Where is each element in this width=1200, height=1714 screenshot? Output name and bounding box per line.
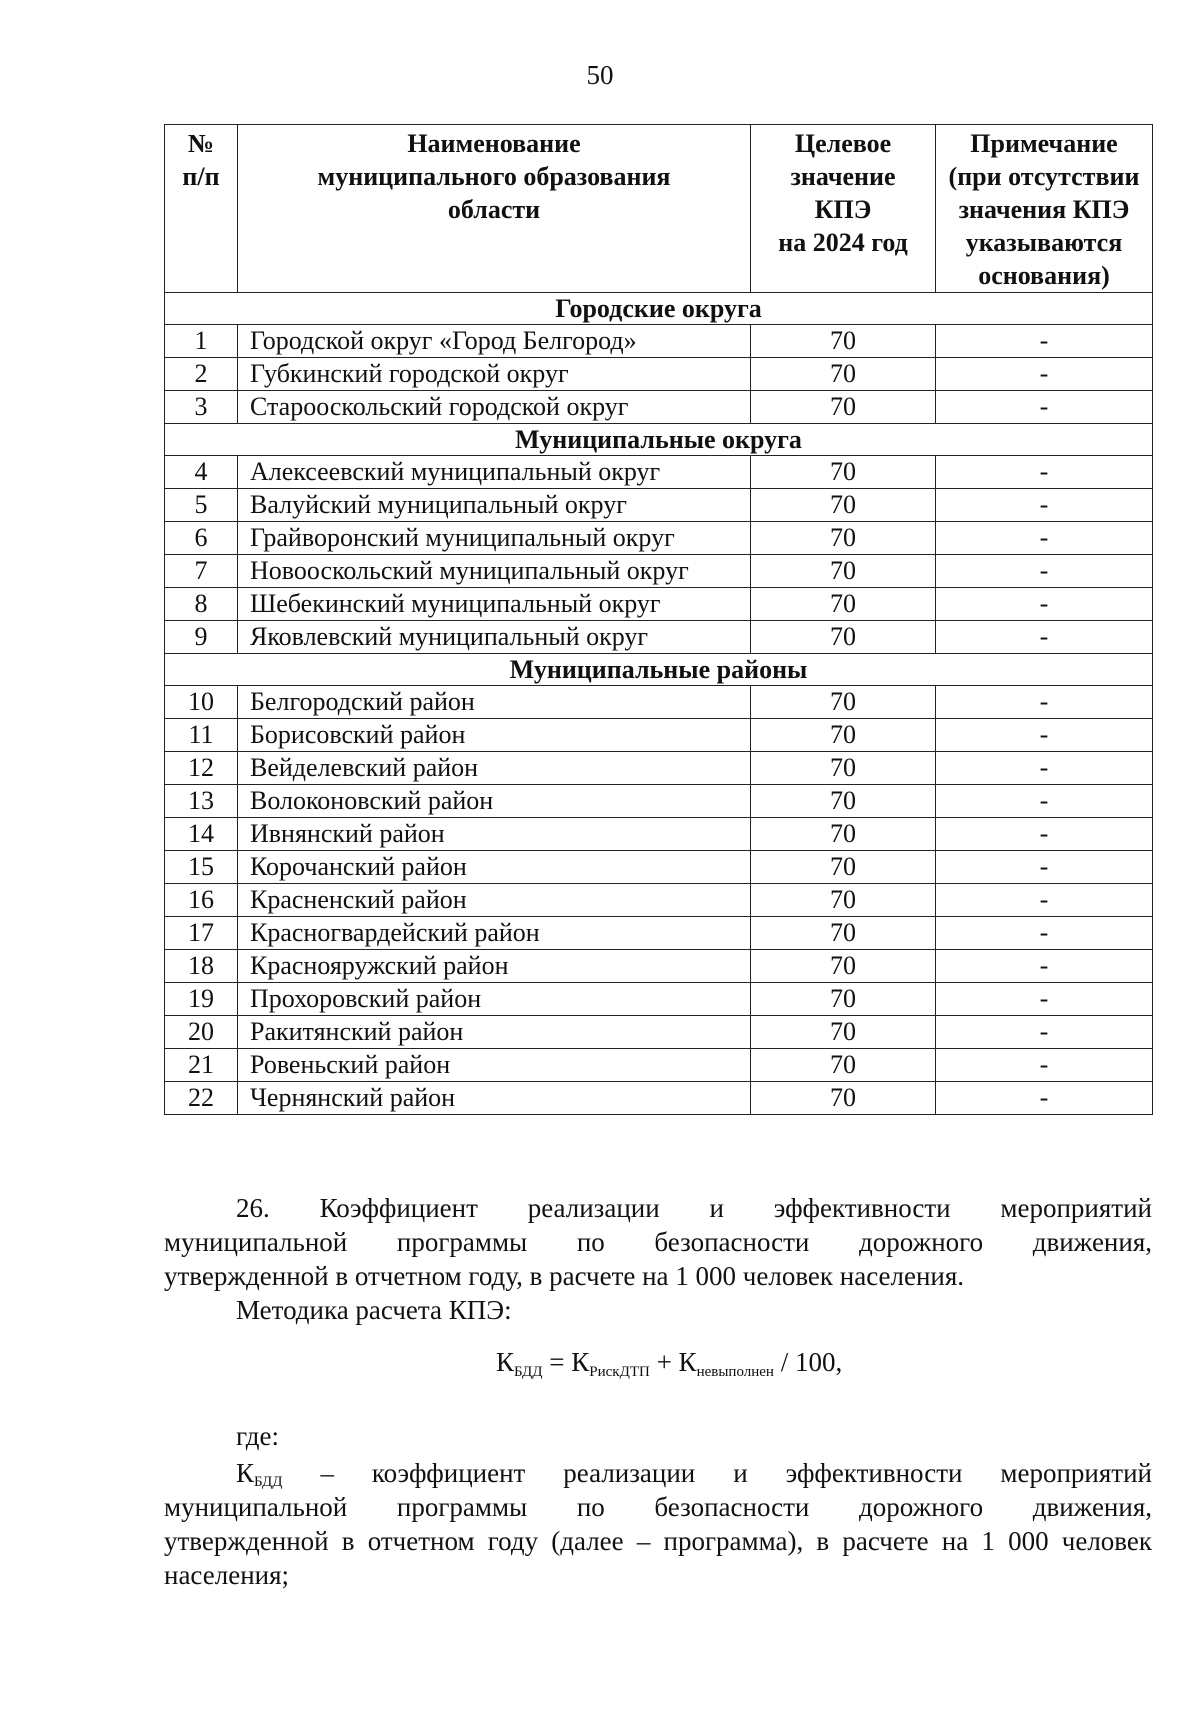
header-num xyxy=(165,125,238,293)
header-num-line: № xyxy=(187,129,215,158)
row-note: - xyxy=(936,522,1153,555)
method-heading: Методика расчета КПЭ: xyxy=(236,1295,512,1325)
header-name-line: муниципального образования xyxy=(317,162,671,191)
row-note: - xyxy=(936,950,1153,983)
row-name: Вейделевский район xyxy=(238,752,751,785)
row-name: Краснояружский район xyxy=(238,950,751,983)
row-target-value: 70 xyxy=(751,950,936,983)
table-row xyxy=(165,358,1153,391)
row-name: Алексеевский муниципальный округ xyxy=(238,456,751,489)
formula xyxy=(496,1347,842,1381)
section-title: Городские округа xyxy=(165,293,1153,325)
table-row xyxy=(165,456,1153,489)
table-row xyxy=(165,588,1153,621)
header-note-line: основания) xyxy=(978,261,1110,290)
section-title: Муниципальные районы xyxy=(165,654,1153,686)
row-target-value: 70 xyxy=(751,588,936,621)
row-number: 19 xyxy=(165,983,238,1016)
row-target-value: 70 xyxy=(751,752,936,785)
table-row xyxy=(165,489,1153,522)
definition-sub: БДД xyxy=(254,1474,283,1490)
row-target-value: 70 xyxy=(751,818,936,851)
row-note: - xyxy=(936,489,1153,522)
row-number: 16 xyxy=(165,884,238,917)
header-note xyxy=(936,125,1153,293)
row-name: Губкинский городской округ xyxy=(238,358,751,391)
row-note: - xyxy=(936,818,1153,851)
table-row xyxy=(165,391,1153,424)
header-name xyxy=(238,125,751,293)
row-target-value: 70 xyxy=(751,325,936,358)
table-row xyxy=(165,1082,1153,1115)
section-row xyxy=(165,424,1153,456)
header-target-line: Целевое xyxy=(794,129,892,158)
row-note: - xyxy=(936,719,1153,752)
row-number: 10 xyxy=(165,686,238,719)
row-target-value: 70 xyxy=(751,884,936,917)
row-note: - xyxy=(936,1049,1153,1082)
header-target-line: на 2024 год xyxy=(778,228,908,257)
page-number: 50 xyxy=(586,60,614,90)
formula-sub-risk: РискДТП xyxy=(589,1364,650,1380)
definition-line-2: муниципальной программы по безопасности дорожного движения, xyxy=(164,1492,1152,1522)
row-number: 8 xyxy=(165,588,238,621)
table-row xyxy=(165,522,1153,555)
row-number: 20 xyxy=(165,1016,238,1049)
header-target xyxy=(751,125,936,293)
table-row xyxy=(165,950,1153,983)
row-target-value: 70 xyxy=(751,983,936,1016)
paragraph-26-line-2: муниципальной программы по безопасности дорожного движения, xyxy=(164,1227,1152,1257)
row-name: Городской округ «Город Белгород» xyxy=(238,325,751,358)
row-name: Красногвардейский район xyxy=(238,917,751,950)
table-row xyxy=(165,752,1153,785)
row-name: Волоконовский район xyxy=(238,785,751,818)
row-note: - xyxy=(936,1016,1153,1049)
row-name: Белгородский район xyxy=(238,686,751,719)
row-name: Красненский район xyxy=(238,884,751,917)
row-note: - xyxy=(936,785,1153,818)
row-name: Корочанский район xyxy=(238,851,751,884)
row-target-value: 70 xyxy=(751,358,936,391)
row-target-value: 70 xyxy=(751,456,936,489)
table-row xyxy=(165,983,1153,1016)
paragraph-26-line-1: 26. Коэффициент реализации и эффективности мероприятий xyxy=(236,1193,1152,1223)
row-number: 4 xyxy=(165,456,238,489)
row-number: 7 xyxy=(165,555,238,588)
row-note: - xyxy=(936,456,1153,489)
row-target-value: 70 xyxy=(751,621,936,654)
row-target-value: 70 xyxy=(751,522,936,555)
row-number: 9 xyxy=(165,621,238,654)
where-label: где: xyxy=(236,1421,279,1451)
row-name: Яковлевский муниципальный округ xyxy=(238,621,751,654)
row-number: 1 xyxy=(165,325,238,358)
row-name: Старооскольский городской округ xyxy=(238,391,751,424)
header-note-title: Примечание xyxy=(970,129,1118,158)
row-name: Борисовский район xyxy=(238,719,751,752)
row-number: 3 xyxy=(165,391,238,424)
definition-line-3: утвержденной в отчетном году (далее – программа), в расчете на 1 000 человек xyxy=(164,1526,1152,1556)
table-body xyxy=(165,293,1153,1115)
row-target-value: 70 xyxy=(751,555,936,588)
row-name: Валуйский муниципальный округ xyxy=(238,489,751,522)
row-name: Ивнянский район xyxy=(238,818,751,851)
row-note: - xyxy=(936,621,1153,654)
header-num-line: п/п xyxy=(182,162,220,191)
row-number: 13 xyxy=(165,785,238,818)
table-row xyxy=(165,1016,1153,1049)
header-target-line: КПЭ xyxy=(814,195,872,224)
row-note: - xyxy=(936,555,1153,588)
paragraph-26-line-3: утвержденной в отчетном году, в расчете на 1 000 человек населения. xyxy=(164,1261,965,1291)
row-target-value: 70 xyxy=(751,686,936,719)
row-note: - xyxy=(936,884,1153,917)
row-note: - xyxy=(936,358,1153,391)
table-row xyxy=(165,719,1153,752)
table-row xyxy=(165,621,1153,654)
row-number: 2 xyxy=(165,358,238,391)
header-note-line: значения КПЭ xyxy=(958,195,1130,224)
formula-sub-unfulfilled: невыполнен xyxy=(696,1364,774,1380)
row-target-value: 70 xyxy=(751,1016,936,1049)
formula-eq: = К xyxy=(542,1347,590,1377)
table-row xyxy=(165,785,1153,818)
row-note: - xyxy=(936,588,1153,621)
row-note: - xyxy=(936,391,1153,424)
header-note-line: указываются xyxy=(965,228,1123,257)
table-row xyxy=(165,686,1153,719)
row-note: - xyxy=(936,325,1153,358)
header-name-line: Наименование xyxy=(407,129,581,158)
row-note: - xyxy=(936,983,1153,1016)
formula-k: К xyxy=(496,1347,515,1377)
row-target-value: 70 xyxy=(751,785,936,818)
row-number: 12 xyxy=(165,752,238,785)
formula-plus: + К xyxy=(649,1347,697,1377)
row-note: - xyxy=(936,851,1153,884)
row-note: - xyxy=(936,1082,1153,1115)
row-name: Чернянский район xyxy=(238,1082,751,1115)
header-note-line: (при отсутствии xyxy=(948,162,1140,191)
table-row xyxy=(165,851,1153,884)
section-row xyxy=(165,654,1153,686)
row-name: Прохоровский район xyxy=(238,983,751,1016)
table-row xyxy=(165,1049,1153,1082)
table-row xyxy=(165,325,1153,358)
table-row xyxy=(165,917,1153,950)
definition-line-4: населения; xyxy=(164,1560,290,1590)
row-target-value: 70 xyxy=(751,719,936,752)
row-target-value: 70 xyxy=(751,391,936,424)
row-note: - xyxy=(936,752,1153,785)
row-name: Ракитянский район xyxy=(238,1016,751,1049)
header-name-line: области xyxy=(447,195,541,224)
table-header-row xyxy=(165,125,1153,293)
row-number: 15 xyxy=(165,851,238,884)
row-number: 21 xyxy=(165,1049,238,1082)
row-target-value: 70 xyxy=(751,489,936,522)
row-name: Новооскольский муниципальный округ xyxy=(238,555,751,588)
header-target-line: значение xyxy=(790,162,896,191)
definition-k: К xyxy=(236,1458,255,1488)
definition-rest: – коэффициент реализации и эффективности мероприятий xyxy=(282,1458,1152,1488)
row-target-value: 70 xyxy=(751,1082,936,1115)
section-row xyxy=(165,293,1153,325)
row-number: 11 xyxy=(165,719,238,752)
row-number: 22 xyxy=(165,1082,238,1115)
table-row xyxy=(165,555,1153,588)
row-target-value: 70 xyxy=(751,851,936,884)
formula-sub-bdd: БДД xyxy=(514,1364,543,1380)
row-number: 5 xyxy=(165,489,238,522)
kpe-table xyxy=(164,124,1153,1115)
row-note: - xyxy=(936,686,1153,719)
row-name: Шебекинский муниципальный округ xyxy=(238,588,751,621)
row-number: 17 xyxy=(165,917,238,950)
section-title: Муниципальные округа xyxy=(165,424,1153,456)
row-name: Грайворонский муниципальный округ xyxy=(238,522,751,555)
row-number: 14 xyxy=(165,818,238,851)
formula-tail: / 100, xyxy=(773,1347,843,1377)
row-note: - xyxy=(936,917,1153,950)
table-row xyxy=(165,818,1153,851)
row-target-value: 70 xyxy=(751,917,936,950)
row-number: 6 xyxy=(165,522,238,555)
row-name: Ровеньский район xyxy=(238,1049,751,1082)
row-number: 18 xyxy=(165,950,238,983)
row-target-value: 70 xyxy=(751,1049,936,1082)
table-row xyxy=(165,884,1153,917)
